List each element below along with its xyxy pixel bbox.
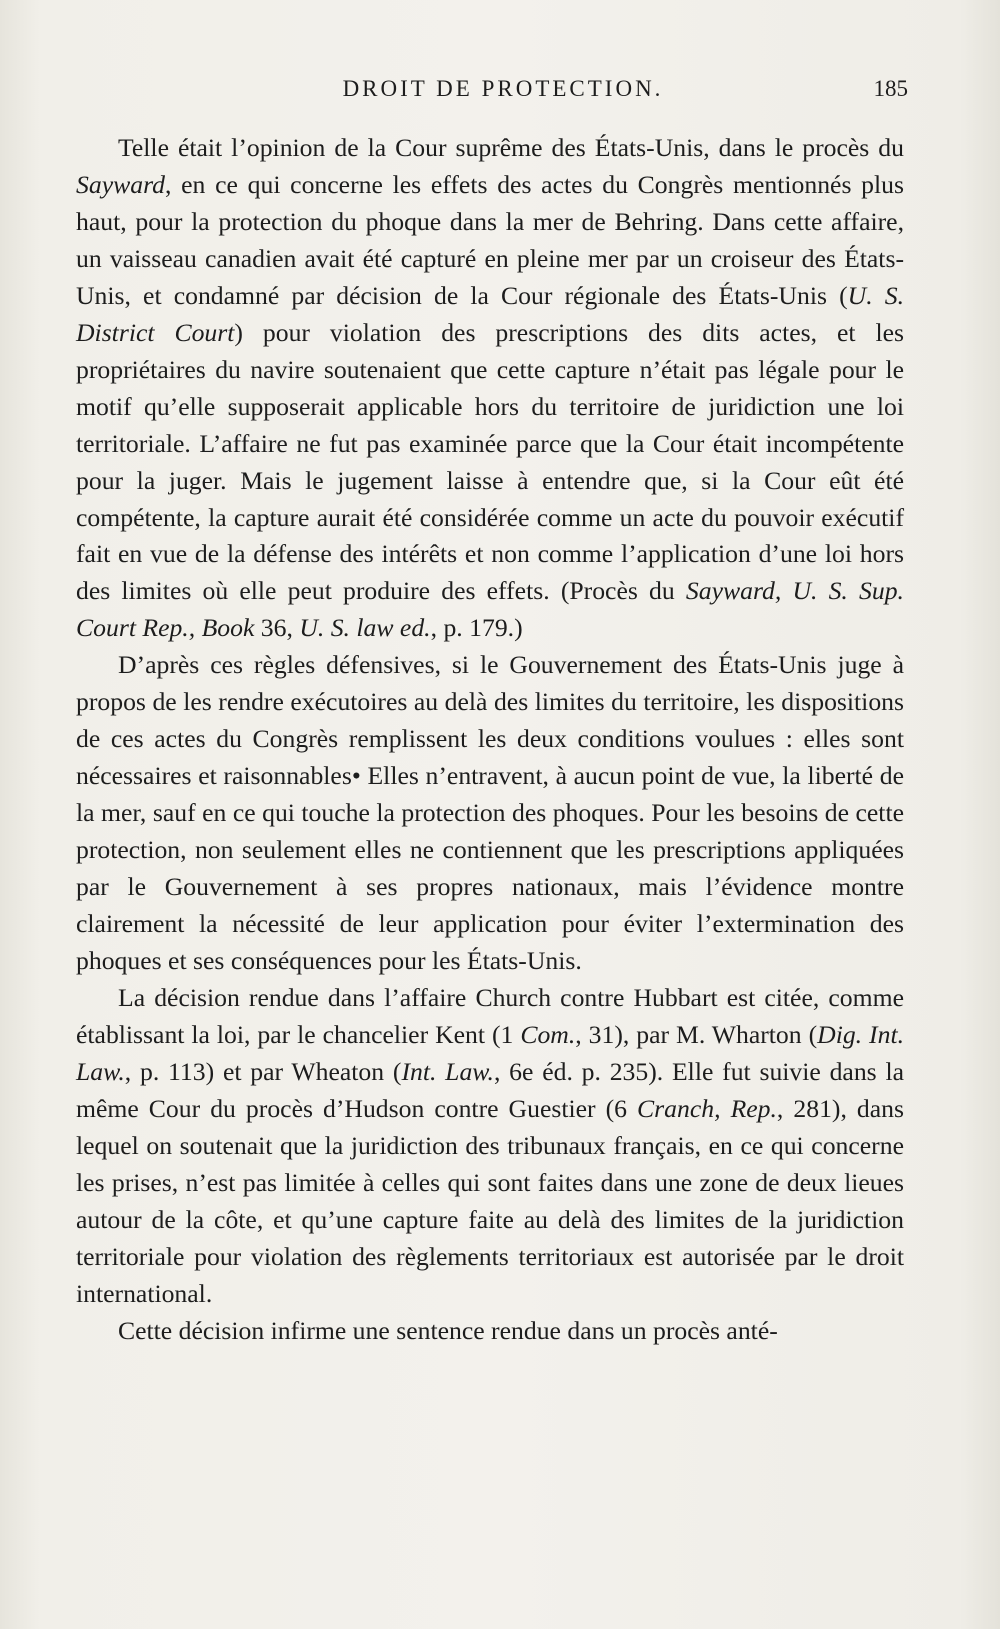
text-segment: , p. 113) et par Wheaton (	[124, 1056, 402, 1086]
text-segment: , 281), dans lequel on soutenait que la juridiction des tribunaux français, en ce qui concerne les prises, n’est pas limitée à celles qui sont faites dans une zone de deux lieues autour de la côte, et qu’une capture faite au delà des limites de la juridiction territoriale pour violation des règlements territoriaux est autorisée par le droit international.	[76, 1093, 904, 1308]
italic-text: Sayward, U. S. Sup. Court Rep., Book	[76, 576, 904, 643]
italic-text: Com.	[520, 1019, 576, 1049]
text-segment: , 31), par M. Wharton (	[575, 1019, 818, 1049]
page-number: 185	[873, 76, 908, 101]
running-title: DROIT DE PROTECTION.	[342, 76, 664, 101]
text-segment: 36,	[254, 613, 300, 643]
paragraph	[76, 1313, 904, 1350]
paragraph	[76, 130, 904, 647]
italic-text: Sayward	[76, 169, 165, 199]
paragraph	[76, 980, 904, 1313]
text-segment: Telle était l’opinion de la Cour suprême des États-Unis, dans le procès du	[118, 133, 904, 162]
italic-text: U. S. District Court	[76, 280, 904, 347]
running-head	[78, 76, 908, 116]
paragraph	[76, 647, 904, 980]
text-segment: , p. 179.)	[430, 613, 523, 643]
text-segment: , 6e éd. p. 235). Elle fut suivie dans la même Cour du procès d’Hudson contre Guestier (6	[76, 1056, 904, 1123]
text-segment: La décision rendue dans l’affaire Church contre Hubbart est citée, comme établissant la loi, par le chancelier Kent (1	[76, 982, 904, 1049]
body-text	[76, 130, 904, 1349]
italic-text: U. S. law ed.	[299, 613, 431, 643]
text-segment: , en ce qui concerne les effets des actes du Congrès mentionnés plus haut, pour la protection du phoque dans la mer de Behring. Dans cette affaire, un vaisseau canadien avait été capturé en pleine mer par un croiseur des États-Unis, et condamné par décision de la Cour régionale des États-Unis (	[76, 169, 904, 310]
italic-text: Cranch, Rep.	[637, 1093, 777, 1123]
text-segment: Cette décision infirme une sentence rendue dans un procès anté-	[118, 1315, 778, 1345]
italic-text: Int. Law.	[401, 1056, 494, 1086]
italic-text: Dig. Int. Law.	[76, 1019, 905, 1086]
text-segment: D’après ces règles défensives, si le Gouvernement des États-Unis juge à propos de les rendre exécutoires au delà des limites du territoire, les dispositions de ces actes du Congrès remplissent les deux conditions voulues : elles sont nécessaires et raisonnables• Elles n’entravent, à aucun point de vue, la liberté de la mer, sauf en ce qui touche la protection des phoques. Pour les besoins de cette protection, non seulement elles ne contiennent que les prescriptions appliquées par le Gouvernement à ses propres nationaux, mais l’évidence montre clairement la nécessité de leur application pour éviter l’extermination des phoques et ses conséquences pour les États-Unis.	[76, 650, 904, 975]
text-segment: ) pour violation des prescriptions des dits actes, et les propriétaires du navire soutenaient que cette capture n’était pas légale pour le motif qu’elle supposerait applicable hors du territoire de juridiction une loi territoriale. L’affaire ne fut pas examinée parce que la Cour était incompétente pour la juger. Mais le jugement laisse à entendre que, si la Cour eût été compétente, la capture aurait été considérée comme un acte du pouvoir exécutif fait en vue de la défense des intérêts et non comme l’application d’une loi hors des limites où elle peut produire des effets. (Procès du	[76, 317, 904, 606]
